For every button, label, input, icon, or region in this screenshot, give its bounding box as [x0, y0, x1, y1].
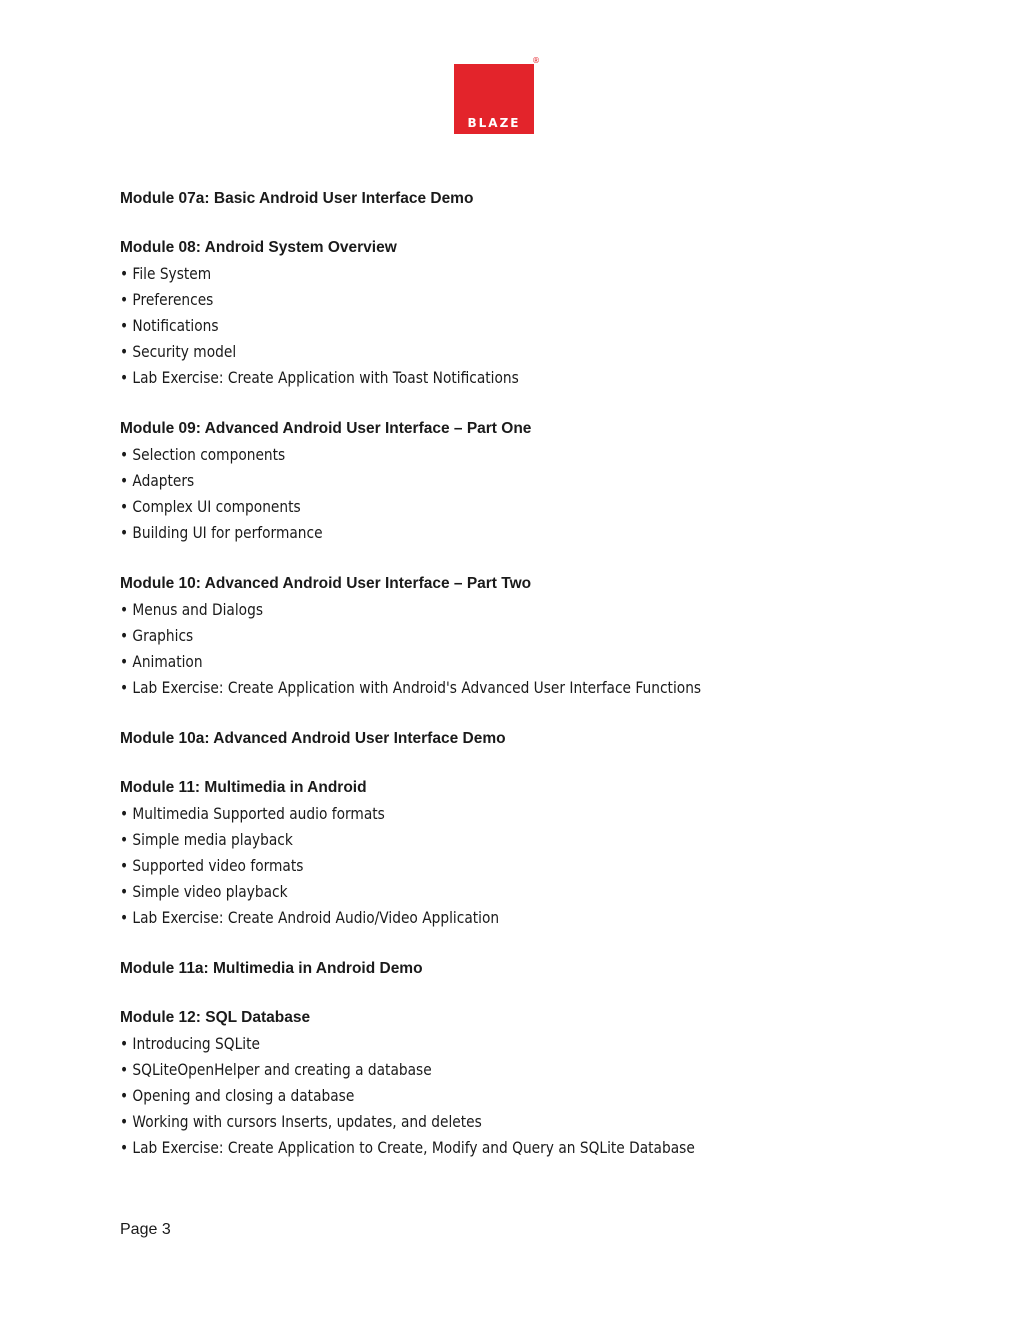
bullet-icon: • [120, 1138, 129, 1157]
topic-item [120, 1109, 860, 1135]
topic-item [120, 261, 860, 287]
topic-text: Lab Exercise: Create Application with Android's Advanced User Interface Functions [132, 678, 702, 697]
topic-text: Menus and Dialogs [132, 600, 264, 619]
topic-text: Lab Exercise: Create Android Audio/Video Application [132, 908, 500, 927]
module-title: Module 12: SQL Database [120, 1009, 311, 1026]
topic-item [120, 494, 860, 520]
module-title: Module 10a: Advanced Android User Interface Demo [120, 730, 506, 747]
bullet-icon: • [120, 1086, 129, 1105]
bullet-icon: • [120, 316, 129, 335]
module-section [120, 958, 980, 980]
bullet-icon: • [120, 830, 129, 849]
bullet-icon: • [120, 497, 129, 516]
topic-item [120, 1031, 860, 1057]
module-section [120, 1007, 980, 1161]
topic-text: Preferences [132, 290, 214, 309]
topic-item [120, 623, 860, 649]
bullet-icon: • [120, 626, 129, 645]
topic-list [120, 801, 980, 931]
bullet-icon: • [120, 264, 129, 283]
bullet-icon: • [120, 882, 129, 901]
topic-item [120, 879, 860, 905]
module-section [120, 573, 980, 701]
topic-text: Lab Exercise: Create Application to Create, Modify and Query an SQLite Database [132, 1138, 695, 1157]
module-section [120, 728, 980, 750]
page-number: Page 3 [120, 1221, 171, 1238]
module-section [120, 237, 980, 391]
bullet-icon: • [120, 342, 129, 361]
bullet-icon: • [120, 804, 129, 823]
topic-item [120, 468, 860, 494]
topic-item [120, 675, 860, 701]
topic-list [120, 261, 980, 391]
bullet-icon: • [120, 600, 129, 619]
bullet-icon: • [120, 290, 129, 309]
topic-item [120, 827, 860, 853]
bullet-icon: • [120, 856, 129, 875]
topic-list [120, 442, 980, 546]
topic-text: Notifications [132, 316, 219, 335]
module-title: Module 09: Advanced Android User Interface – Part One [120, 420, 532, 437]
topic-item [120, 520, 860, 546]
topic-text: Introducing SQLite [132, 1034, 260, 1053]
topic-text: Security model [132, 342, 237, 361]
topic-text: Selection components [132, 445, 286, 464]
module-title: Module 10: Advanced Android User Interface – Part Two [120, 575, 532, 592]
topic-item [120, 801, 860, 827]
topic-item [120, 365, 860, 391]
topic-text: SQLiteOpenHelper and creating a database [132, 1060, 432, 1079]
topic-item [120, 853, 860, 879]
topic-text: File System [132, 264, 212, 283]
bullet-icon: • [120, 523, 129, 542]
bullet-icon: • [120, 1060, 129, 1079]
topic-text: Supported video formats [132, 856, 304, 875]
topic-text: Adapters [132, 471, 195, 490]
logo-red-square [454, 64, 534, 134]
bullet-icon: • [120, 652, 129, 671]
module-title: Module 11: Multimedia in Android [120, 779, 367, 796]
topic-item [120, 442, 860, 468]
course-outline [120, 188, 980, 1188]
logo-wordmark: BLAZE [467, 116, 521, 130]
bullet-icon: • [120, 445, 129, 464]
topic-item [120, 1135, 860, 1161]
topic-text: Multimedia Supported audio formats [132, 804, 385, 823]
bullet-icon: • [120, 678, 129, 697]
topic-item [120, 597, 860, 623]
topic-item [120, 287, 860, 313]
topic-text: Simple media playback [132, 830, 293, 849]
topic-text: Building UI for performance [132, 523, 323, 542]
topic-item [120, 905, 860, 931]
topic-item [120, 313, 860, 339]
bullet-icon: • [120, 1112, 129, 1131]
module-section [120, 188, 980, 210]
topic-text: Lab Exercise: Create Application with Toast Notifications [132, 368, 519, 387]
bullet-icon: • [120, 471, 129, 490]
module-title: Module 07a: Basic Android User Interface Demo [120, 190, 474, 207]
bullet-icon: • [120, 1034, 129, 1053]
bullet-icon: • [120, 368, 129, 387]
topic-item [120, 1057, 860, 1083]
topic-item [120, 339, 860, 365]
module-title: Module 08: Android System Overview [120, 239, 397, 256]
module-section [120, 777, 980, 931]
topic-list [120, 1031, 980, 1161]
brand-logo [454, 56, 540, 136]
topic-text: Opening and closing a database [132, 1086, 355, 1105]
module-section [120, 418, 980, 546]
topic-item [120, 649, 860, 675]
bullet-icon: • [120, 908, 129, 927]
topic-item [120, 1083, 860, 1109]
topic-text: Animation [132, 652, 203, 671]
topic-text: Simple video playback [132, 882, 288, 901]
registered-mark: ® [532, 56, 540, 65]
topic-text: Graphics [132, 626, 194, 645]
topic-text: Complex UI components [132, 497, 301, 516]
topic-text: Working with cursors Inserts, updates, and deletes [132, 1112, 482, 1131]
module-title: Module 11a: Multimedia in Android Demo [120, 960, 423, 977]
topic-list [120, 597, 980, 701]
